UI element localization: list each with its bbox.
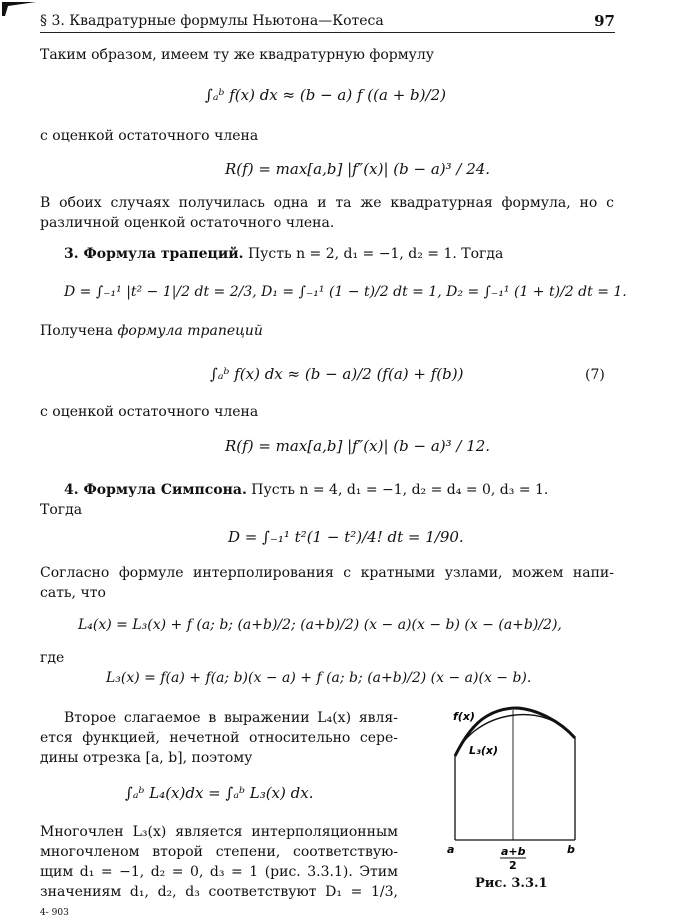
simpson-paragraph — [64, 480, 548, 500]
paragraph-text: различной оценкой остаточного члена. — [40, 215, 335, 231]
trapezoid-setup: Пусть n = 2, d₁ = −1, d₂ = 1. Тогда — [247, 246, 504, 262]
label-midpoint-den: 2 — [509, 859, 517, 872]
paragraph-text: с оценкой остаточного члена — [40, 128, 259, 144]
formula-remainder-12: R(f) = max[a,b] |f″(x)| (b − a)³ / 12. — [225, 437, 491, 455]
section-heading-simpson: 4. Формула Симпсона. — [64, 482, 247, 498]
formula-simpson-D: D = ∫₋₁¹ t²(1 − t²)/4! dt = 1/90. — [228, 528, 464, 546]
paragraph-text: В обоих случаях получилась одна и та же квадратурная формула, но с — [40, 195, 614, 211]
paragraph-text: ется функцией, нечетной относительно сере- — [40, 730, 398, 746]
trapezoid-paragraph — [64, 244, 503, 264]
simpson-setup: Пусть n = 4, d₁ = −1, d₂ = d₄ = 0, d₃ = 1. — [251, 482, 549, 498]
label-a: a — [447, 843, 455, 856]
paragraph-text: с оценкой остаточного члена — [40, 404, 259, 420]
formula-L3: L₃(x) = f(a) + f(a; b)(x − a) + f (a; b; (a+b)/2) (x − a)(x − b). — [106, 670, 532, 686]
paragraph-text: значениям d₁, d₂, d₃ соответствуют D₁ = 1/3, — [40, 884, 398, 900]
trapezoid-formula-term: формула трапеций — [117, 323, 263, 339]
formula-integral-equality: ∫ₐᵇ L₄(x)dx = ∫ₐᵇ L₃(x) dx. — [125, 784, 314, 802]
signature-mark: 4- 903 — [40, 908, 69, 918]
paragraph-text: Тогда — [40, 502, 83, 518]
label-fx: f(x) — [453, 710, 475, 723]
page-number: 97 — [594, 12, 615, 30]
paragraph-text: щим d₁ = −1, d₂ = 0, d₃ = 1 (рис. 3.3.1). Этим — [40, 864, 398, 880]
label-L3: L₃(x) — [469, 744, 498, 757]
figure-caption: Рис. 3.3.1 — [475, 876, 548, 891]
running-header — [40, 12, 615, 33]
formula-trapezoid-coefficients: D = ∫₋₁¹ |t² − 1|/2 dt = 2/3, D₁ = ∫₋₁¹ (1 − t)/2 dt = 1, D₂ = ∫₋₁¹ (1 + t)/2 dt = 1. — [64, 284, 627, 300]
formula-L4: L₄(x) = L₃(x) + f (a; b; (a+b)/2; (a+b)/2) (x − a)(x − b) (x − (a+b)/2), — [78, 617, 562, 633]
paragraph-text: Второе слагаемое в выражении L₄(x) явля- — [64, 710, 398, 726]
paragraph-text: сать, что — [40, 585, 106, 601]
formula-midpoint: ∫ₐᵇ f(x) dx ≈ (b − a) f ((a + b)/2) — [205, 86, 446, 104]
section-title: § 3. Квадратурные формулы Ньютона—Котеса — [40, 13, 384, 29]
paragraph-text: дины отрезка [a, b], поэтому — [40, 750, 253, 766]
equation-number: (7) — [585, 367, 605, 383]
label-midpoint: a+b — [501, 845, 526, 858]
formula-trapezoid: ∫ₐᵇ f(x) dx ≈ (b − a)/2 (f(a) + f(b)) — [210, 365, 464, 383]
corner-mark-icon — [2, 2, 36, 16]
paragraph-text: Согласно формуле интерполирования с кратными узлами, можем напи- — [40, 565, 614, 581]
paragraph-text: многочленом второй степени, соответствую- — [40, 844, 398, 860]
paragraph-text: Получена формула трапеций — [40, 323, 263, 339]
formula-remainder-24: R(f) = max[a,b] |f″(x)| (b − a)³ / 24. — [225, 160, 491, 178]
paragraph-text: Многочлен L₃(x) является интерполяционным — [40, 824, 398, 840]
label-b: b — [567, 843, 575, 856]
paragraph-text: Таким образом, имеем ту же квадратурную формулу — [40, 47, 434, 63]
section-heading-trapezoid: 3. Формула трапеций. — [64, 246, 244, 262]
paragraph-text: где — [40, 650, 65, 666]
